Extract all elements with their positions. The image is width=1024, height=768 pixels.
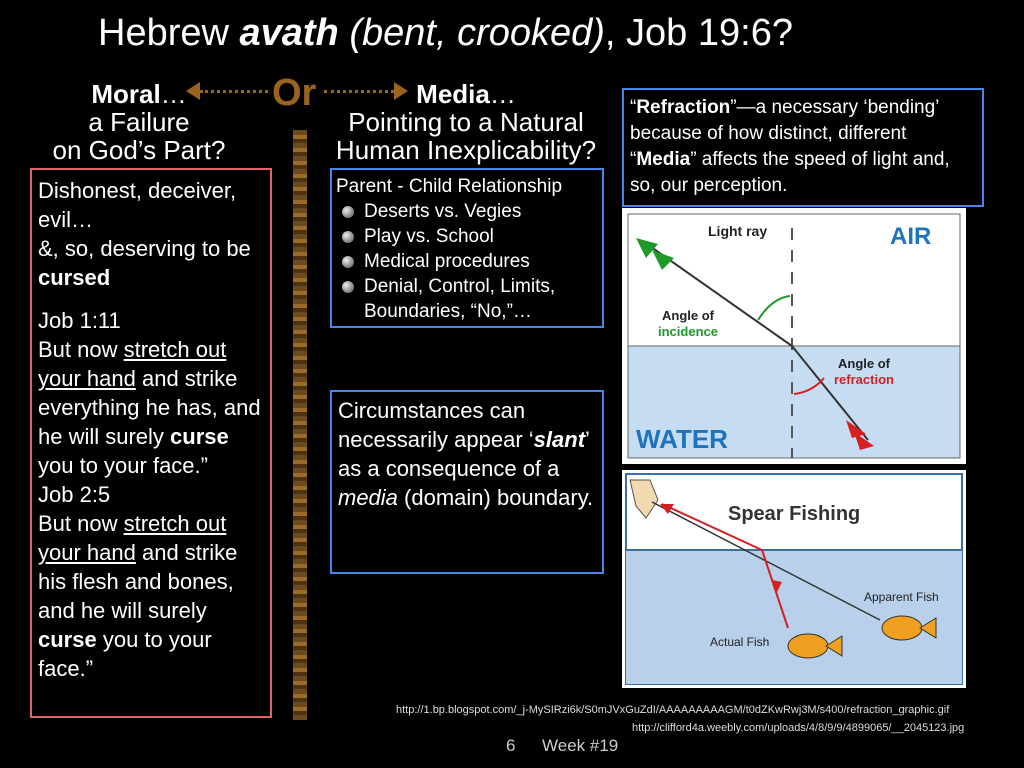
apparent-fish-icon	[882, 616, 922, 640]
refr-text: “	[630, 97, 637, 118]
page-number: 6	[506, 736, 516, 755]
moral-box	[30, 168, 272, 718]
refr-text: ” affects the speed of light and, so, our perception.	[630, 149, 950, 196]
quote-text: But now	[38, 511, 124, 536]
quote-text: you to your face.”	[38, 453, 208, 478]
water-label: WATER	[636, 424, 728, 454]
job-1-11-quote	[38, 335, 264, 480]
media-line3: Human Inexplicability?	[335, 135, 597, 165]
quote-text: and strike everything he has, and he will surely	[38, 366, 261, 449]
cursed-word: cursed	[38, 265, 111, 290]
refr-text: ”—a necessary ‘bending’ because of how distinct, different “	[630, 97, 939, 170]
job-2-5-quote	[38, 509, 264, 683]
refraction-word: Refraction	[636, 97, 731, 118]
spear-fishing-title: Spear Fishing	[728, 503, 861, 525]
media-word: Media	[636, 149, 691, 170]
source-link-1[interactable]: http://1.bp.blogspot.com/_j-MySIRzi6k/S0mJVxGuZdI/AAAAAAAAAGM/t0dZKwRwj3M/s400/refraction_graphic.gif	[396, 704, 950, 716]
bullet-icon	[342, 206, 354, 218]
circ-text: Circumstances can necessarily appear ‘	[338, 398, 534, 452]
moral-bold: Moral	[91, 79, 161, 109]
circ-text: (domain) boundary.	[397, 485, 594, 510]
divider-pillar	[293, 130, 307, 720]
incidence-label-2: incidence	[658, 324, 718, 339]
incidence-label-1: Angle of	[662, 308, 714, 323]
week-label: Week #19	[542, 736, 619, 755]
media-word: media	[338, 485, 398, 510]
spear-fishing-diagram	[622, 470, 966, 688]
quote-text: you to your face.”	[38, 627, 212, 681]
quote-underlined: stretch out your hand	[38, 511, 227, 565]
media-bold: Media	[416, 79, 490, 109]
refraction-diagram	[622, 208, 966, 464]
quote-text: But now	[38, 337, 124, 362]
or-label: Or	[272, 72, 317, 114]
bullet-icon	[342, 256, 354, 268]
media-header	[318, 80, 614, 164]
list-item-label: Play vs. School	[364, 226, 494, 247]
refraction-label-1: Angle of	[838, 356, 890, 371]
media-line2: Pointing to a Natural	[348, 107, 584, 137]
left-arrow-icon	[186, 82, 200, 100]
moral-box-p1	[38, 176, 264, 292]
parent-child-box	[330, 168, 604, 328]
spear-fishing-svg	[622, 470, 966, 688]
list-item	[336, 199, 598, 224]
apparent-fish-label: Apparent Fish	[864, 590, 939, 604]
light-ray-label: Light ray	[708, 223, 768, 239]
list-item-label: Deserts vs. Vegies	[364, 201, 522, 222]
refraction-label-2: refraction	[834, 372, 894, 387]
moral-line2: a Failure	[88, 107, 190, 137]
title-prefix: Hebrew	[98, 12, 240, 54]
curse-word: curse	[170, 424, 229, 449]
curse-word: curse	[38, 627, 97, 652]
slide-title	[98, 12, 793, 55]
slant-word: slant	[533, 427, 586, 452]
moral-ellipsis: …	[160, 79, 187, 109]
refraction-box	[622, 88, 984, 207]
media-ellipsis: …	[489, 79, 516, 109]
title-word: avath	[239, 12, 339, 54]
air-label: AIR	[890, 223, 932, 250]
list-item-label: Denial, Control, Limits, Boundaries, “No,”…	[364, 276, 556, 322]
left-dotted-line	[200, 90, 268, 93]
list-item	[336, 249, 598, 274]
list-item	[336, 224, 598, 249]
actual-fish-label: Actual Fish	[710, 635, 770, 649]
list-item	[336, 274, 598, 324]
refraction-svg	[622, 208, 966, 464]
quote-underlined: stretch out your hand	[38, 337, 227, 391]
moral-box-text: &, so, deserving to be	[38, 236, 251, 261]
job-1-11-ref: Job 1:11	[38, 308, 121, 333]
actual-fish-icon	[788, 634, 828, 658]
bullet-icon	[342, 281, 354, 293]
moral-box-text: Dishonest, deceiver, evil…	[38, 178, 237, 232]
title-ref: , Job 19:6?	[604, 12, 793, 54]
source-link-2[interactable]: http://clifford4a.weebly.com/uploads/4/8/9/9/4899065/__2045123.jpg	[632, 722, 965, 734]
title-gloss: (bent, crooked)	[338, 12, 605, 54]
bullet-icon	[342, 231, 354, 243]
moral-line3: on God’s Part?	[52, 135, 226, 165]
circumstances-box	[330, 390, 604, 574]
quote-text: and strike his flesh and bones, and he will surely	[38, 540, 238, 623]
list-item-label: Medical procedures	[364, 251, 530, 272]
circ-text: ’ as a consequence of a	[338, 427, 590, 481]
parent-child-heading: Parent - Child Relationship	[336, 176, 563, 197]
job-2-5-ref: Job 2:5	[38, 482, 111, 507]
